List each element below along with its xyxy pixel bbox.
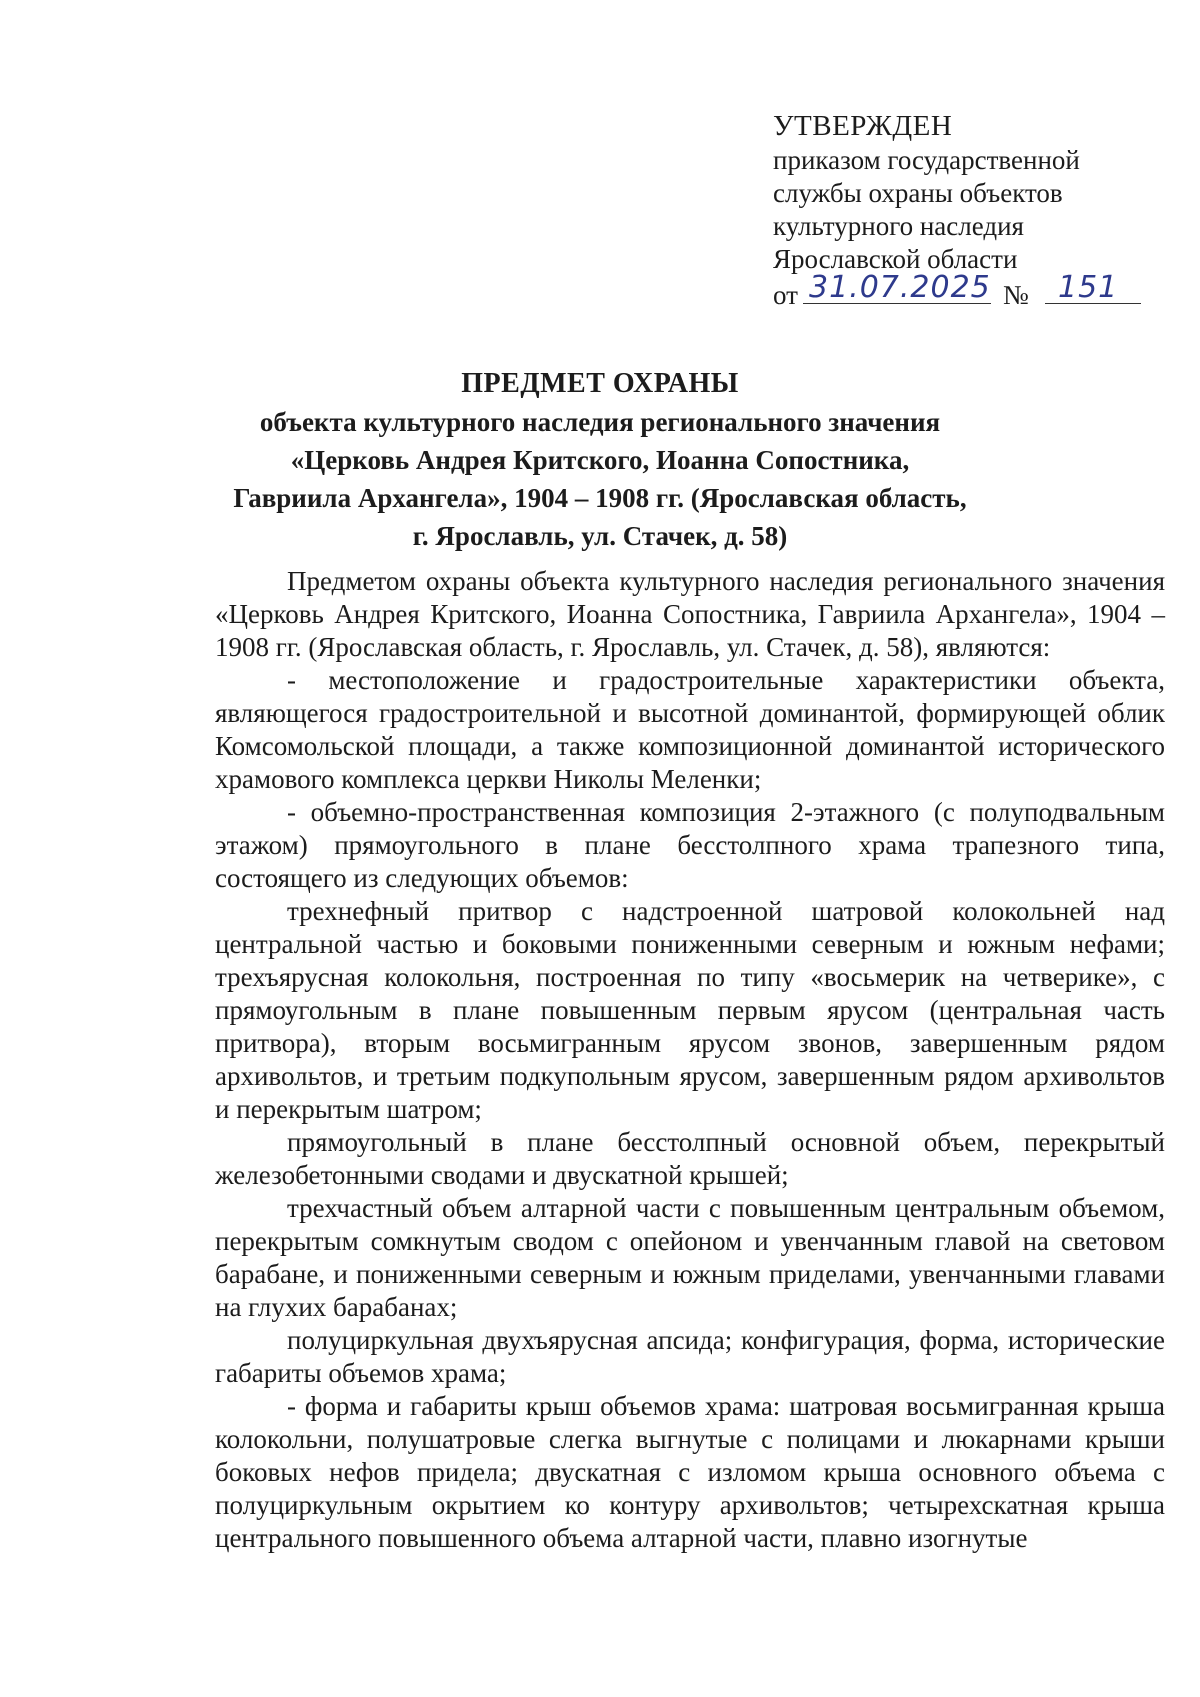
approval-line: культурного наследия: [773, 211, 1024, 241]
number-label: №: [1003, 280, 1029, 310]
body-paragraph: трехнефный притвор с надстроенной шатровой колокольней над центральной частью и боковыми пониженными северным и южным нефами; трехъярусная колокольня, построенная по типу «восьмерик на четверике», с прямоугольным в плане повышенным первым ярусом (центральная часть притвора), вторым восьмигранным ярусом звонов, завершенным рядом архивольтов, и третьим подкупольным ярусом, завершенным рядом архивольтов и перекрытым шатром;: [215, 896, 1165, 1124]
body-paragraph: прямоугольный в плане бесстолпный основной объем, перекрытый железобетонными сводами и двускатной крышей;: [215, 1127, 1165, 1190]
from-label: от: [773, 280, 798, 310]
approval-stamp-block: [773, 108, 1173, 313]
handwritten-date: 31.07.2025: [809, 270, 991, 305]
body-paragraph: - форма и габариты крыш объемов храма: шатровая восьмигранная крыша колокольни, полушатровые слегка выгнутые с полицами и люкарнами крыши боковых нефов придела; двускатная с изломом крыша основного объема с полуциркульным окрытием ко контуру архивольтов; четырехскатная крыша центрального повышенного объема алтарной части, плавно изогнутые: [215, 1391, 1165, 1553]
order-date-number-line: [773, 270, 1173, 313]
body-paragraph: Предметом охраны объекта культурного наследия регионального значения «Церковь Андрея Критского, Иоанна Сопостника, Гавриила Архангела», 1904 – 1908 гг. (Ярославская область, г. Ярославль, ул. Стачек, д. 58), являются:: [215, 566, 1165, 662]
handwritten-number: 151: [1058, 270, 1119, 305]
title-line: г. Ярославль, ул. Стачек, д. 58): [412, 521, 788, 551]
body-paragraph: - объемно-пространственная композиция 2-этажного (с полуподвальным этажом) прямоугольного в плане бесстолпного храма трапезного типа, состоящего из следующих объемов:: [215, 797, 1165, 893]
approval-line: Ярославской области: [773, 244, 1018, 274]
body-paragraph: - местоположение и градостроительные характеристики объекта, являющегося градостроительной и высотной доминантой, формирующей облик Комсомольской площади, а также композиционной доминантой исторического храмового комплекса церкви Николы Меленки;: [215, 665, 1165, 794]
body-paragraph: полуциркульная двухъярусная апсида; конфигурация, форма, исторические габариты объемов храма;: [215, 1325, 1165, 1388]
title-line: Гавриила Архангела», 1904 – 1908 гг. (Ярославская область,: [233, 483, 967, 513]
body-paragraph: трехчастный объем алтарной части с повышенным центральным объемом, перекрытым сомкнутым сводом с опейоном и увенчанным главой на световом барабане, и пониженными северным и южным приделами, увенчанными главами на глухих барабанах;: [215, 1193, 1165, 1322]
approval-line: службы охраны объектов: [773, 178, 1063, 208]
approval-line: приказом государственной: [773, 145, 1080, 175]
approval-title: УТВЕРЖДЕН: [773, 110, 953, 142]
document-heading: ПРЕДМЕТ ОХРАНЫ: [461, 368, 739, 399]
document-title-block: [150, 365, 1050, 555]
document-body: [215, 565, 1165, 1555]
title-line: объекта культурного наследия регионального значения: [259, 407, 941, 437]
title-line: «Церковь Андрея Критского, Иоанна Сопостника,: [290, 445, 910, 475]
